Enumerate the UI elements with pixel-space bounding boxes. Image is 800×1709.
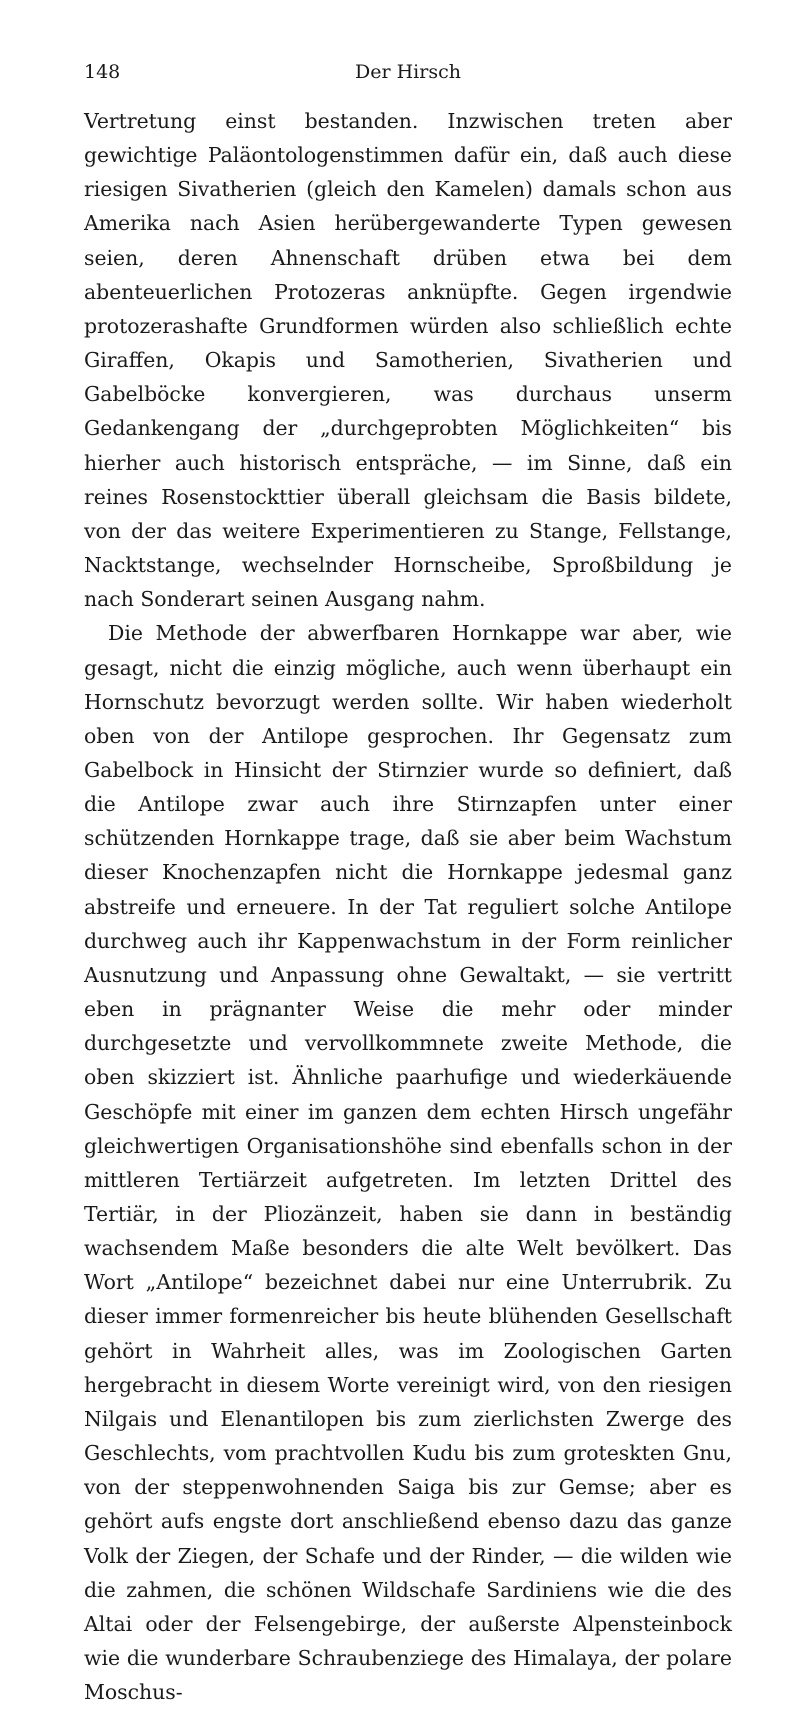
running-title: Der Hirsch — [355, 61, 461, 83]
book-page — [84, 60, 732, 1709]
page-number: 148 — [84, 61, 121, 83]
paragraph-continued: Vertretung einst bestanden. Inzwischen treten aber gewichtige Paläontologenstimmen dafür ein, daß auch diese riesigen Sivatherien (gleich den Kamelen) damals schon aus Amerika nach Asien herübergewanderte Typen gewesen seien, deren Ahnenschaft drüben etwa bei dem abenteuerlichen Protozeras anknüpfte. Gegen irgendwie protozerashafte Grundformen würden also schließlich echte Giraffen, Okapis und Samotherien, Sivatherien und Gabelböcke konvergieren, was durchaus unserm Gedankengang der „durchgeprobten Möglichkeiten“ bis hierher auch historisch entspräche, — im Sinne, daß ein reines Rosenstockttier überall gleichsam die Basis bildete, von der das weitere Experimentieren zu Stange, Fellstange, Nacktstange, wechselnder Hornscheibe, Sproßbildung je nach Sonderart seinen Ausgang nahm. — [84, 109, 732, 612]
paragraph-antelope-method: Die Methode der abwerfbaren Hornkappe war aber, wie gesagt, nicht die einzig mögliche, auch wenn überhaupt ein Hornschutz bevorzugt werden sollte. Wir haben wiederholt oben von der Antilope gesprochen. Ihr Gegensatz zum Gabelbock in Hinsicht der Stirnzier wurde so definiert, daß die Antilope zwar auch ihre Stirnzapfen unter einer schützenden Hornkappe trage, daß sie aber beim Wachstum dieser Knochenzapfen nicht die Hornkappe jedesmal ganz abstreife und erneuere. In der Tat reguliert solche Antilope durchweg auch ihr Kappenwachstum in der Form reinlicher Ausnutzung und Anpassung ohne Gewaltakt, — sie vertritt eben in prägnanter Weise die mehr oder minder durchgesetzte und vervollkommnete zweite Methode, die oben skizziert ist. Ähnliche paarhufige und wiederkäuende Geschöpfe mit einer im ganzen dem echten Hirsch ungefähr gleichwertigen Organisationshöhe sind ebenfalls schon in der mittleren Tertiärzeit aufgetreten. Im letzten Drittel des Tertiär, in der Pliozänzeit, haben sie dann in beständig wachsendem Maße besonders die alte Welt bevölkert. Das Wort „Antilope“ bezeichnet dabei nur eine Unterrubrik. Zu dieser immer formenreicher bis heute blühenden Gesellschaft gehört in Wahrheit alles, was im Zoologischen Garten hergebracht in diesem Worte vereinigt wird, von den riesigen Nilgais und Elenantilopen bis zum zierlichsten Zwerge des Geschlechts, vom prachtvollen Kudu bis zum groteskten Gnu, von der steppenwohnenden Saiga bis zur Gemse; aber es gehört aufs engste dort anschließend ebenso dazu das ganze Volk der Ziegen, der Schafe und der Rinder, — die wilden wie die zahmen, die schönen Wildschafe Sardiniens wie die des Altai oder der Felsengebirge, der außerste Alpensteinbock wie die wunderbare Schraubenziege des Himalaya, der polare Moschus- — [84, 621, 732, 1705]
page-header — [84, 60, 732, 84]
